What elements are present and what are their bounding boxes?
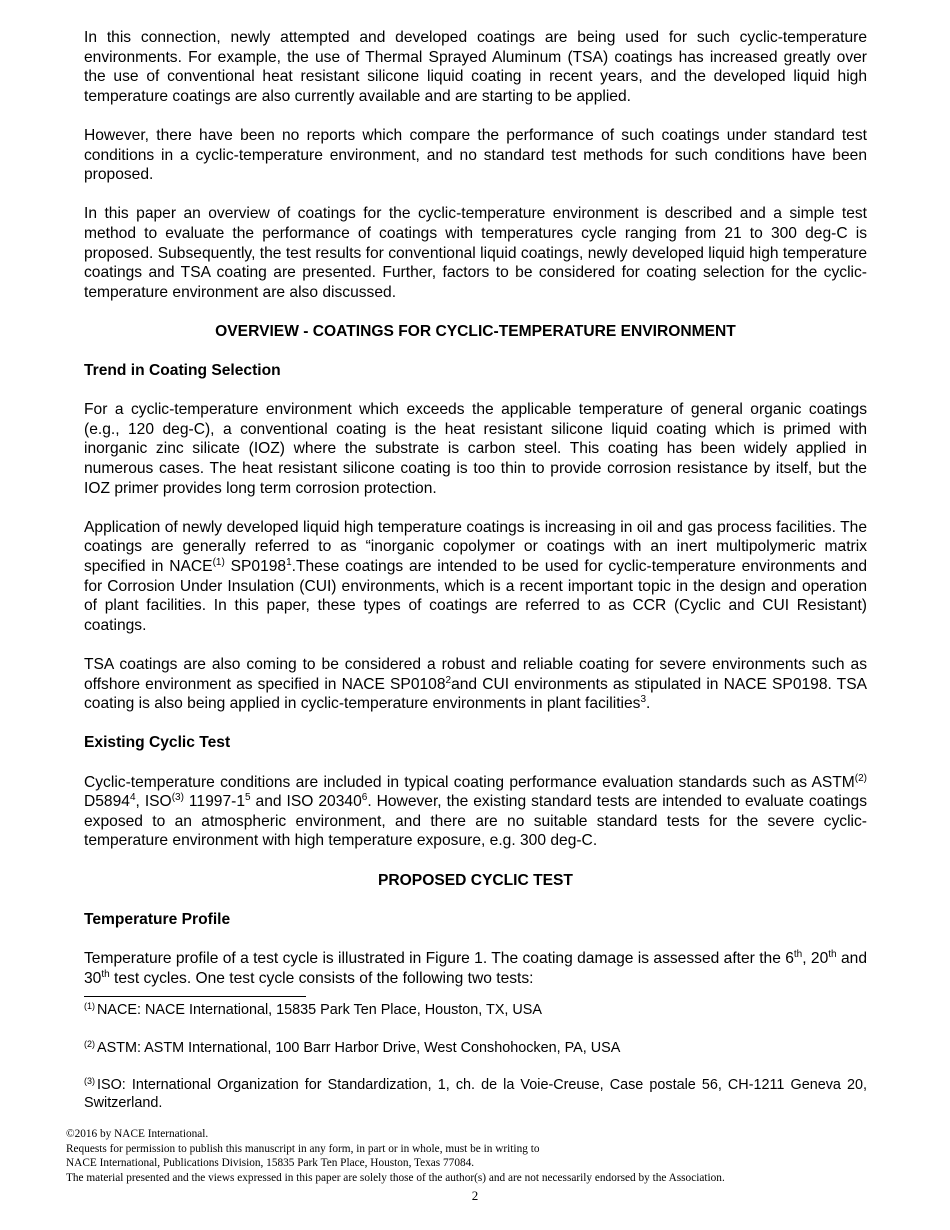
subheading-existing-cyclic-test: Existing Cyclic Test (84, 734, 231, 752)
text-run: D5894 (84, 793, 130, 811)
footnote-text: NACE: NACE International, 15835 Park Ten Place, Houston, TX, USA (97, 1002, 543, 1019)
text-run: . However, the existing standard tests are intended to evaluate coatings exposed to an atmospheric environment, and there are no suitable standard tests for the severe cyclic-temperature environment with high temperature exposure, e.g. 300 deg-C. (84, 793, 868, 850)
paragraph-paper-overview: In this paper an overview of coatings for the cyclic-temperature environment is described and a simple test method to evaluate the performance of coatings with temperatures cycle ranging from 21 to 300 deg-C is proposed. Subsequently, the test results for conventional liquid coatings, newly developed liquid high temperature coatings and TSA coating are presented. Further, factors to be considered for coating selection for the cyclic-temperature environment are also discussed. (84, 205, 867, 301)
section-heading-proposed: PROPOSED CYCLIC TEST (378, 871, 573, 889)
footnote-item (84, 1001, 867, 1019)
paragraph-tsa-coatings (84, 655, 867, 714)
ordinal-suffix: th (793, 948, 803, 960)
text-run: Cyclic-temperature conditions are included in typical coating performance evaluation standards such as ASTM (84, 773, 855, 791)
text-run: Temperature profile of a test cycle is illustrated in Figure 1. The coating damage is assessed after the 6 (84, 949, 794, 967)
citation-ref: 6 (361, 792, 368, 804)
footnote-mark: (2) (84, 1038, 95, 1049)
footnote-divider (84, 996, 306, 997)
citation-ref: 3 (640, 694, 647, 706)
paragraph-no-reports: However, there have been no reports which compare the performance of such coatings under standard test conditions in a cyclic-temperature environment, and no standard test methods for such conditions have been proposed. (84, 126, 867, 184)
footnote-text: ASTM: ASTM International, 100 Barr Harbor Drive, West Conshohocken, PA, USA (97, 1039, 621, 1056)
paragraph-temperature-profile (84, 949, 867, 988)
paragraph-existing-standards (84, 773, 867, 851)
footnote-item (84, 1039, 867, 1057)
paragraph-ccr-coatings (84, 518, 867, 636)
copyright-line: The material presented and the views expressed in this paper are solely those of the author(s) and are not necessarily endorsed by the Association. (66, 1171, 725, 1184)
text-run: , 20 (802, 949, 829, 967)
copyright-notice (66, 1127, 886, 1185)
citation-ref: 4 (129, 792, 136, 804)
text-run: Application of newly developed liquid high temperature coatings is increasing in oil and gas process facilities. The coatings are generally referred to as “inorganic copolymer or coatings with an inert multipolymeric matrix specified in NACE (84, 518, 867, 576)
footnote-mark: (1) (84, 1001, 95, 1012)
ordinal-suffix: th (101, 968, 110, 980)
text-run: SP0198 (224, 558, 287, 576)
text-run: .These coatings are intended to be used for cyclic-temperature environments and for Corrosion Under Insulation (CUI) environments, which is a recent important topic in the design and operation of plant facilities. In this paper, these types of coatings are referred to as CCR (Cyclic and CUI Resistant) coatings. (84, 558, 867, 634)
paragraph-coatings-intro: In this connection, newly attempted and developed coatings are being used for such cyclic-temperature environments. For example, the use of Thermal Sprayed Aluminum (TSA) coatings has increased greatly over the use of conventional heat resistant silicone liquid coating in recent years, and the developed liquid high temperature coatings are also currently available and are starting to be applied. (84, 29, 867, 105)
page-body (84, 28, 867, 1132)
footnote-ref: (1) (212, 557, 225, 569)
text-run: and 30 (84, 949, 867, 987)
citation-ref: 5 (245, 792, 251, 804)
footnote-mark: (3) (84, 1076, 95, 1087)
subheading-temperature-profile: Temperature Profile (84, 910, 231, 928)
citation-ref: 2 (445, 674, 452, 686)
paragraph-conventional-coating: For a cyclic-temperature environment which exceeds the applicable temperature of general organic coatings (e.g., 120 deg-C), a conventional coating is the heat resistant silicone liquid coating which is primed with inorganic zinc silicate (IOZ) where the substrate is carbon steel. This coating has been widely applied in numerous cases. The heat resistant silicone coating is too thin to provide corrosion resistance by itself, but the IOZ primer provides long term corrosion protection. (84, 401, 867, 497)
text-run: , ISO (135, 793, 172, 811)
copyright-line: Requests for permission to publish this manuscript in any form, in part or in whole, must be in writing to (66, 1142, 540, 1155)
copyright-line: NACE International, Publications Division, 15835 Park Ten Place, Houston, Texas 77084. (66, 1157, 475, 1170)
footnote-item (84, 1076, 867, 1112)
footnote-text: ISO: International Organization for Standardization, 1, ch. de la Voie-Creuse, Case postale 56, CH-1211 Geneva 20, Switzerland. (84, 1077, 867, 1112)
text-run: test cycles. One test cycle consists of the following two tests: (109, 969, 534, 987)
page-number: 2 (471, 1188, 479, 1203)
text-run: TSA coatings are also coming to be considered a robust and reliable coating for severe environments such as offshore environment as specified in NACE SP0108 (84, 656, 867, 693)
section-heading-overview: OVERVIEW - COATINGS FOR CYCLIC-TEMPERATURE ENVIRONMENT (215, 322, 736, 340)
text-run: 11997-1 (183, 793, 245, 811)
citation-ref: 1 (286, 557, 292, 569)
footnote-ref: (2) (854, 772, 867, 784)
text-run: and ISO 20340 (250, 793, 362, 811)
subheading-trend: Trend in Coating Selection (84, 362, 281, 380)
text-run: . (646, 695, 651, 713)
footnote-ref: (3) (171, 792, 184, 804)
copyright-line: ©2016 by NACE International. (66, 1128, 209, 1140)
ordinal-suffix: th (828, 948, 837, 960)
text-run: and CUI environments as stipulated in NACE SP0198. TSA coating is also being applied in cyclic-temperature environments in plant facilities (84, 675, 867, 713)
